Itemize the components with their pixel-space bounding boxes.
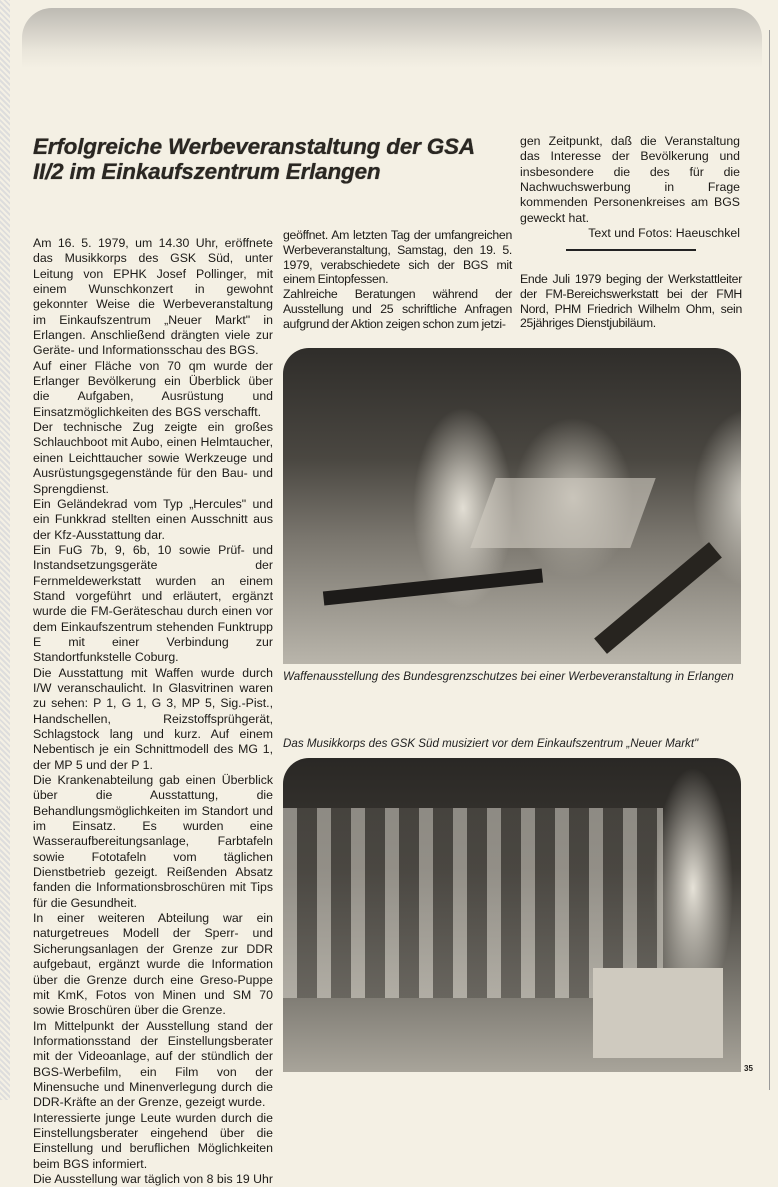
page-number: 35 [744,1064,753,1073]
paragraph: Zahlreiche Beratungen während der Ausstellung und 25 schriftliche Anfragen aufgrund der Aktion zeigen schon zum jetzi- [283,287,512,331]
paragraph: Auf einer Fläche von 70 qm wurde der Erlanger Bevölkerung ein Überblick über die Aufgaben, Ausrüstung und Einsatzmöglichkeiten des BGS verschafft. [33,358,273,419]
glass-showcase [470,478,655,548]
article-title: Erfolgreiche Werbeveranstaltung der GSA II/2 im Einkaufszentrum Erlangen [33,134,475,184]
paragraph: Im Mittelpunkt der Ausstellung stand der Informationsstand der Einstellungsberater mit der Videoanlage, auf der stündlich der BGS-Werbefilm, ein Film von der Minensuche und Minenverlegung durch die DDR-Kräfte an der Grenze, gezeigt wurde. [33,1018,273,1110]
scan-edge [0,0,10,1100]
paragraph: Am 16. 5. 1979, um 14.30 Uhr, eröffnete das Musikkorps des GSK Süd, unter Leitung von EPHK Josef Pollinger, mit einem Wunschkonzert in gewohnt gekonnter Weise die Werbeveranstaltung im Einkaufszentrum „Neuer Markt" in Erlangen. Anschließend drängten viele zur Geräte- und Informationsschau des BGS. [33,236,273,358]
photo2-caption: Das Musikkorps des GSK Süd musiziert vor dem Einkaufszentrum „Neuer Markt" [283,737,699,750]
page-header-band [22,8,762,68]
paragraph: Ein FuG 7b, 9, 6b, 10 sowie Prüf- und Instandsetzungsgeräte der Fernmeldewerkstatt wurden an einem Stand vorgeführt und erläutert, ergänzt wurde die FM-Geräteschau durch einen vor dem Einkaufszentrum stehenden Funktrupp E mit einer Verbindung zur Standortfunkstelle Coburg. [33,542,273,665]
paragraph: Der technische Zug zeigte ein großes Schlauchboot mit Aubo, einen Helmtaucher, einen Leichttaucher sowie Werkzeuge und Ausrüstungsgegenstände für den Bau- und Sprengdienst. [33,420,273,496]
paragraph: Die Ausstellung war täglich von 8 bis 19 Uhr [33,1171,273,1186]
page-border [769,30,770,1090]
photo-music-corps [283,758,741,1072]
photo-weapons-exhibition [283,348,741,664]
notice-column [520,272,742,331]
article-column-2 [283,228,512,332]
conductor-podium [593,968,723,1058]
separator-rule [566,249,696,251]
paragraph: In einer weiteren Abteilung war ein naturgetreues Modell der Sperr- und Sicherungsanlagen der Grenze zur DDR aufgebaut, ergänzt wurde die Information über die Grenze durch eine Greso-Puppe mit KmK, Fotos von Minen und SM 70 sowie Broschüren über die Grenze. [33,911,273,1018]
article-column-3 [520,134,740,241]
rifle [323,569,543,606]
photo-credit: Text und Fotos: Haeuschkel [588,226,740,241]
anniversary-notice: Ende Juli 1979 beging der Werkstattleiter der FM-Bereichswerkstatt bei der FMH Nord, PHM Friedrich Wilhelm Ohm, sein 25jähriges Dienstjubiläum. [520,272,742,331]
paragraph: Die Ausstattung mit Waffen wurde durch I/W veranschaulicht. In Glasvitrinen waren zu sehen: P 1, G 1, G 3, MP 5, Sig.-Pist., Handschellen, Reizstoffsprühgerät, Schlagstock lang und kurz. Auf einem Nebentisch je ein Schnittmodell des MG 1, der MP 5 und der P 1. [33,665,273,772]
paragraph: Die Krankenabteilung gab einen Überblick über die Ausstattung, die Behandlungsmöglichkeiten im Standort und im Einsatz. Es wurden eine Wasseraufbereitungsanlage, Farbtafeln sowie Fototafeln vom täglichen Dienstbetrieb gezeigt. Reißenden Absatz fanden die Informationsbroschüren mit Tips für die Gesundheit. [33,773,273,910]
article-column-1 [33,236,273,1187]
paragraph: gen Zeitpunkt, daß die Veranstaltung das Interesse der Bevölkerung und insbesondere die des für die Nachwuchswerbung in Frage kommenden Personenkreises am BGS geweckt hat. [520,134,740,225]
machine-gun [594,542,722,654]
paragraph: Ein Geländekrad vom Typ „Hercules" und ein Funkkrad stellten einen Ausschnitt aus der Kfz-Ausstattung dar. [33,496,273,542]
paragraph: Interessierte junge Leute wurden durch die Einstellungsberater eingehend über die Einstellung und beruflichen Möglichkeiten beim BGS informiert. [33,1110,273,1171]
paragraph: geöffnet. Am letzten Tag der umfangreichen Werbeveranstaltung, Samstag, den 19. 5. 1979, verabschiedete sich der BGS mit einem Eintopfessen. [283,228,512,287]
photo1-caption: Waffenausstellung des Bundesgrenzschutzes bei einer Werbeveranstaltung in Erlangen [283,670,734,683]
